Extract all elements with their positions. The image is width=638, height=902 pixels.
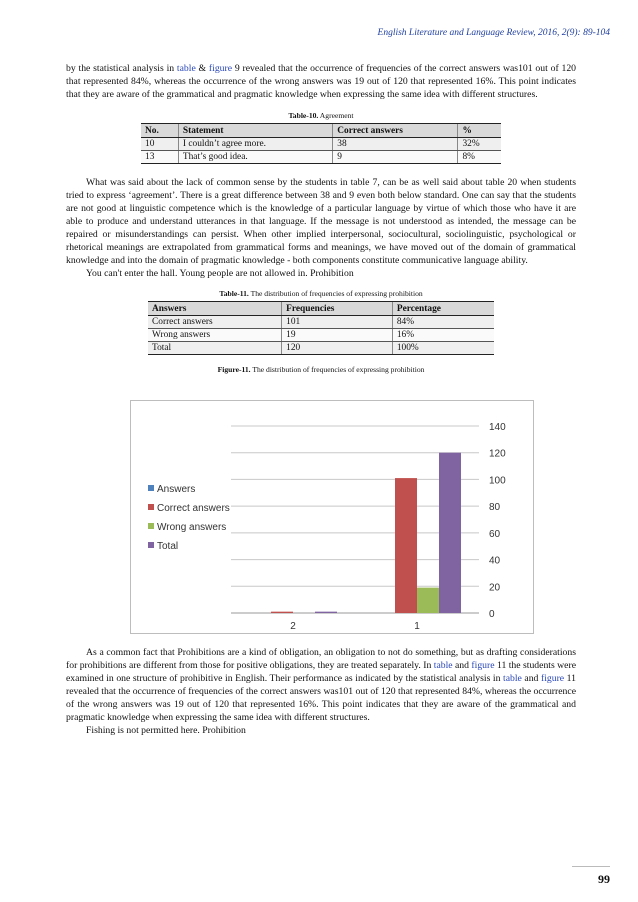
bar-total xyxy=(439,453,461,613)
y-tick-label: 100 xyxy=(489,475,506,487)
text: by the statistical analysis in xyxy=(66,63,177,74)
table-row xyxy=(148,329,494,342)
table-cell: 8% xyxy=(458,151,501,164)
table-cell: Total xyxy=(148,342,282,355)
bar-total xyxy=(315,612,337,613)
table-header-cell: Frequencies xyxy=(282,302,393,316)
y-tick-label: 60 xyxy=(489,528,501,540)
y-tick-label: 80 xyxy=(489,502,501,514)
bar-chart xyxy=(131,401,533,633)
table-cell: 120 xyxy=(282,342,393,355)
table-cell: I couldn’t agree more. xyxy=(178,138,332,151)
table-cell: 19 xyxy=(282,329,393,342)
table-link[interactable]: table xyxy=(433,660,453,671)
table-cell: Correct answers xyxy=(148,316,282,329)
legend-label: Correct answers xyxy=(157,503,230,514)
caption-title: The distribution of frequencies of expressing prohibition xyxy=(250,365,425,374)
table-10-caption xyxy=(66,111,576,120)
table-cell: 13 xyxy=(141,151,178,164)
table-header-cell: Answers xyxy=(148,302,282,316)
table-cell: 84% xyxy=(392,316,494,329)
caption-label: Table-11. xyxy=(219,289,249,298)
table-cell: That’s good idea. xyxy=(178,151,332,164)
y-tick-label: 0 xyxy=(489,609,495,620)
paragraph-1 xyxy=(66,62,576,101)
legend-swatch xyxy=(148,542,154,548)
table-header-cell: % xyxy=(458,124,501,138)
table-11 xyxy=(148,301,494,355)
text: 11 the students were examined in one structure of prohibitive in English. Their performance as indicated by the statistical analysis in xyxy=(66,660,576,684)
table-row xyxy=(141,138,501,151)
x-tick-label: 2 xyxy=(290,621,296,632)
bar-wrong-answers xyxy=(417,588,439,613)
bar-correct-answers xyxy=(395,478,417,613)
legend-swatch xyxy=(148,504,154,510)
footer-rule xyxy=(572,866,610,867)
table-row xyxy=(148,316,494,329)
table-cell: 32% xyxy=(458,138,501,151)
table-cell: 9 xyxy=(333,151,458,164)
legend-swatch xyxy=(148,523,154,529)
caption-title: The distribution of frequencies of expressing prohibition xyxy=(248,289,423,298)
page-content xyxy=(66,62,576,377)
x-tick-label: 1 xyxy=(414,621,420,632)
table-row xyxy=(148,342,494,355)
legend-swatch xyxy=(148,485,154,491)
table-cell: 10 xyxy=(141,138,178,151)
text: 9 revealed that the occurrence of frequencies of the correct answers was101 out of 120 that represented 84%, whereas the occurrence of the wrong answers was 19 out of 120 that represented 16%. This point indicates that they are aware of the grammatical and pragmatic knowledge when expressing the same idea with different structures. xyxy=(66,63,577,100)
table-header-cell: Percentage xyxy=(392,302,494,316)
legend-label: Wrong answers xyxy=(157,522,227,533)
table-11-caption xyxy=(66,289,576,298)
journal-name: English Literature and Language Review xyxy=(377,28,534,38)
y-tick-label: 40 xyxy=(489,555,501,567)
table-cell: 101 xyxy=(282,316,393,329)
figure-11-caption xyxy=(66,365,576,374)
paragraph-5: Fishing is not permitted here. Prohibition xyxy=(86,725,246,736)
table-row xyxy=(141,151,501,164)
text: and xyxy=(521,673,541,684)
table-header-cell: No. xyxy=(141,124,178,138)
table-10 xyxy=(141,123,501,164)
legend-label: Answers xyxy=(157,484,196,495)
figure-link[interactable]: figure xyxy=(208,63,233,74)
table-cell: 38 xyxy=(333,138,458,151)
table-link[interactable]: table xyxy=(176,63,196,74)
running-header xyxy=(378,28,610,38)
table-link[interactable]: table xyxy=(503,673,522,684)
text: 11 revealed that the occurrence of frequencies of the correct answers was101 out of 120 that represented 84%, whereas the occurrence of the wrong answers was 19 out of 120 that represented 16%. This point indicates that they are aware of the grammatical and pragmatic knowledge when expressing the same idea with different structures. xyxy=(66,673,577,723)
figure-link[interactable]: figure xyxy=(471,660,495,671)
y-tick-label: 140 xyxy=(489,422,506,433)
caption-title: Agreement xyxy=(318,111,354,120)
text: & xyxy=(195,63,209,74)
text: As a common fact that Prohibitions are a kind of obligation, an obligation to not do something, but as drafting considerations for prohibitions are different from those for positive obligations, they are treated separately. In xyxy=(66,647,576,671)
bar-correct-answers xyxy=(271,612,293,613)
caption-label: Table-10. xyxy=(288,111,319,120)
table-cell: 16% xyxy=(392,329,494,342)
y-tick-label: 120 xyxy=(489,448,506,460)
figure-link[interactable]: figure xyxy=(540,673,565,684)
text: and xyxy=(452,660,472,671)
page-content-lower xyxy=(66,646,576,737)
table-cell: 100% xyxy=(392,342,494,355)
paragraph-4 xyxy=(66,646,576,724)
table-cell: Wrong answers xyxy=(148,329,282,342)
y-tick-label: 20 xyxy=(489,582,501,594)
legend-label: Total xyxy=(157,541,179,552)
figure-11-chart xyxy=(130,400,534,634)
caption-label: Figure-11. xyxy=(217,365,251,374)
paragraph-2: What was said about the lack of common sense by the students in table 7, can be as well said about table 20 when students tried to express ‘agreement’. There is a great difference between 38 and 9 even both below standard. One can say that the students are not good at linguistic competence which is the knowledge of a particular language by virtue of which those who have it are able to produce and understand utterances in that language. If the message is not understood as intended, the message can be repaired or misunderstandings can persist. When other implied interpersonal, sociocultural, sociolinguistic, psychological or rhetorical meanings are extrapolated from grammatical forms and meanings, we have moved out of the domain of grammatical knowledge and into the domain of pragmatic knowledge - both components constitute communicative language ability. xyxy=(66,177,576,266)
paragraph-3: You can't enter the hall. Young people are not allowed in. Prohibition xyxy=(86,268,354,279)
page-number: 99 xyxy=(598,872,610,886)
table-header-cell: Correct answers xyxy=(333,124,458,138)
journal-citation: , 2016, 2(9): 89-104 xyxy=(533,28,610,38)
table-header-cell: Statement xyxy=(178,124,332,138)
